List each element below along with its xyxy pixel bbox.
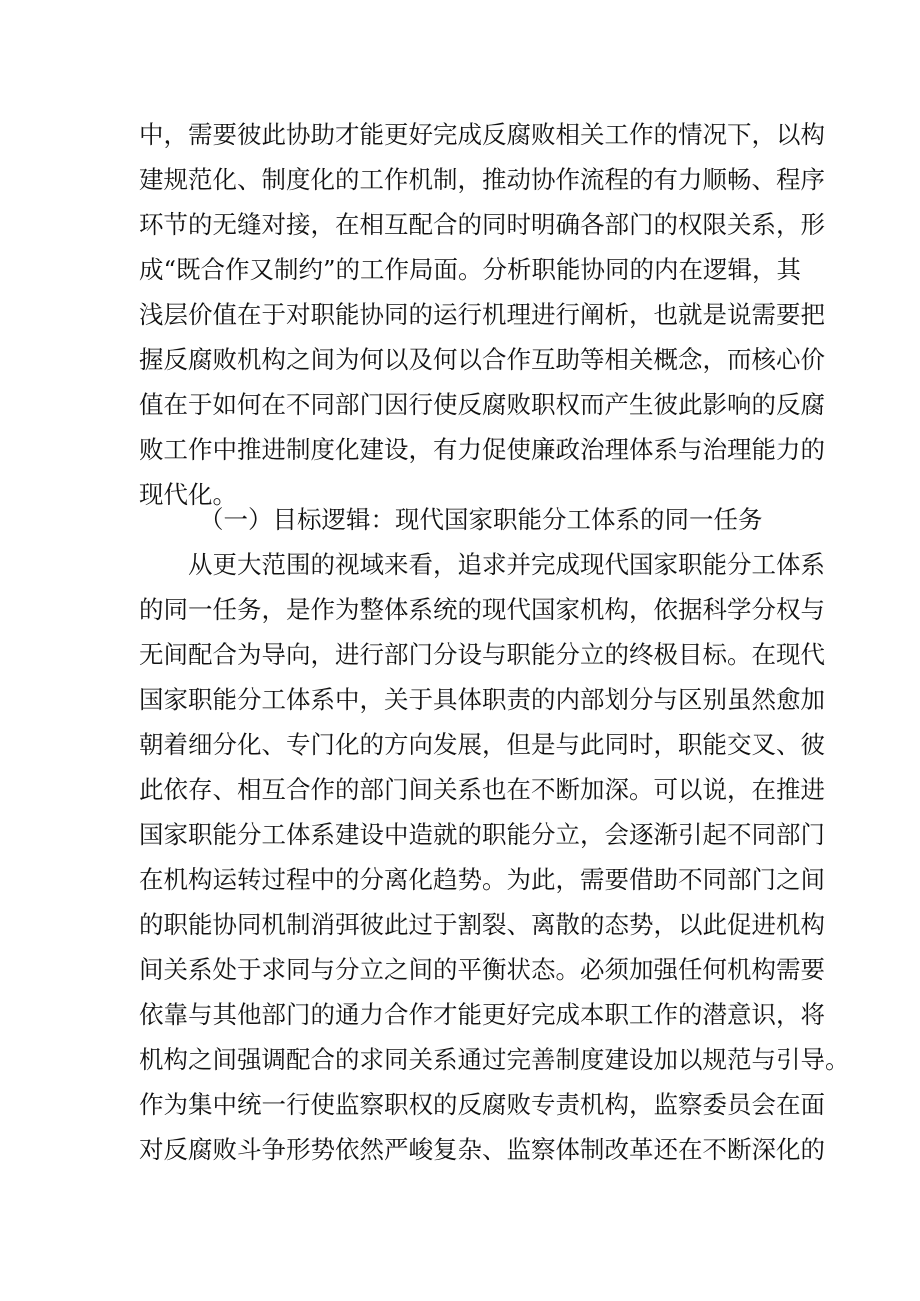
text-line: 机构之间强调配合的求同关系通过完善制度建设加以规范与引导。 — [139, 1045, 850, 1074]
text-line: 间关系处于求同与分立之间的平衡状态。必须加强任何机构需要 — [139, 955, 825, 984]
text-line: 成“既合作又制约”的工作局面。分析职能协同的内在逻辑，其 — [139, 255, 802, 284]
text-line: 国家职能分工体系中，关于具体职责的内部划分与区别虽然愈加 — [139, 685, 825, 714]
text-line: 环节的无缝对接，在相互配合的同时明确各部门的权限关系，形 — [139, 210, 825, 239]
section-body — [139, 497, 850, 1172]
text-line: 从更大范围的视域来看，追求并完成现代国家职能分工体系 — [188, 550, 825, 579]
section-heading: （一）目标逻辑：现代国家职能分工体系的同一任务 — [199, 505, 763, 534]
text-line: 国家职能分工体系建设中造就的职能分立，会逐渐引起不同部门 — [139, 820, 825, 849]
text-line: 对反腐败斗争形势依然严峻复杂、监察体制改革还在不断深化的 — [139, 1135, 825, 1164]
text-line: 朝着细分化、专门化的方向发展，但是与此同时，职能交叉、彼 — [139, 730, 825, 759]
text-line: 值在于如何在不同部门因行使反腐败职权而产生彼此影响的反腐 — [139, 390, 825, 419]
text-line: 败工作中推进制度化建设，有力促使廉政治理体系与治理能力的 — [139, 435, 825, 464]
text-line: 的同一任务，是作为整体系统的现代国家机构，依据科学分权与 — [139, 595, 825, 624]
text-line: 现代化。 — [139, 480, 237, 509]
text-line: 在机构运转过程中的分离化趋势。为此，需要借助不同部门之间 — [139, 865, 825, 894]
text-line: 依靠与其他部门的通力合作才能更好完成本职工作的潜意识，将 — [139, 1000, 825, 1029]
text-line: 无间配合为导向，进行部门分设与职能分立的终极目标。在现代 — [139, 640, 825, 669]
text-line: 中，需要彼此协助才能更好完成反腐败相关工作的情况下，以构 — [139, 120, 825, 149]
text-line: 作为集中统一行使监察职权的反腐败专责机构，监察委员会在面 — [139, 1090, 825, 1119]
text-line: 此依存、相互合作的部门间关系也在不断加深。可以说，在推进 — [139, 775, 825, 804]
text-line: 建规范化、制度化的工作机制，推动协作流程的有力顺畅、程序 — [139, 165, 825, 194]
text-line: 浅层价值在于对职能协同的运行机理进行阐析，也就是说需要把 — [139, 300, 825, 329]
text-line: 握反腐败机构之间为何以及何以合作互助等相关概念，而核心价 — [139, 345, 825, 374]
text-line: 的职能协同机制消弭彼此过于割裂、离散的态势，以此促进机构 — [139, 910, 825, 939]
paragraph-continued — [139, 112, 825, 517]
